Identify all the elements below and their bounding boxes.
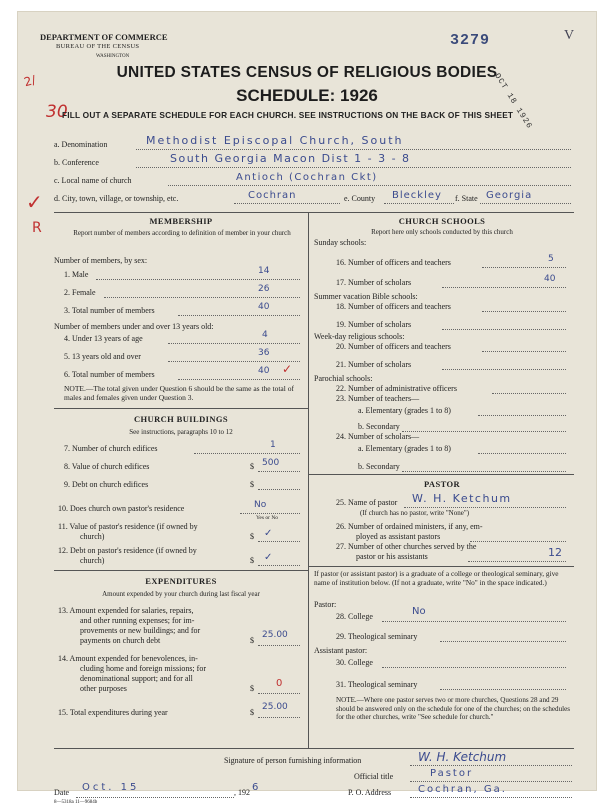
q16-value: 5 [548, 254, 554, 264]
conference-value: South Georgia Macon Dist 1 - 3 - 8 [170, 152, 411, 165]
q15-value: 25.00 [262, 702, 288, 712]
q30-label: 30. College [336, 658, 373, 667]
q13-label: 13. Amount expended for salaries, repairs, [58, 606, 194, 615]
city-value: Cochran [248, 190, 297, 201]
q13-label-2: and other running expenses; for im- [80, 616, 195, 625]
po-address-label: P. O. Address [348, 788, 392, 797]
q6-total-label: 6. Total number of members [64, 370, 155, 379]
year-value: 6 [252, 782, 259, 793]
q27-label-cont: pastor or his assistants [356, 552, 428, 561]
fillout-instruction: FILL OUT A SEPARATE SCHEDULE FOR EACH CHURCH. SEE INSTRUCTIONS ON THE BACK OF THIS SHEET [62, 110, 514, 120]
q28-value: No [412, 606, 426, 617]
state-label: f. State [455, 194, 478, 203]
q24a-label: a. Elementary (grades 1 to 8) [358, 444, 451, 453]
pastor-note: NOTE.—Where one pastor serves two or more churches, Questions 28 and 29 should be answered only on the schedule for one of the churches; on the schedules for the other churches, write "See schedule for church." [336, 696, 571, 722]
state-value: Georgia [486, 190, 533, 201]
po-address-value: Cochran, Ga. [418, 784, 507, 795]
q3-total-value: 40 [258, 302, 270, 312]
q29-label: 29. Theological seminary [336, 632, 418, 641]
date-label: Date [54, 788, 70, 797]
q8-value: 500 [262, 458, 280, 468]
membership-instruction: Report number of members according to definition of member in your church [73, 229, 291, 237]
q24-label: 24. Number of scholars— [336, 432, 420, 441]
q6-total-value: 40 [258, 366, 270, 376]
parochial-schools-label: Parochial schools: [314, 374, 373, 383]
q25-label: 25. Name of pastor [336, 498, 398, 507]
q24b-label: b. Secondary [358, 462, 400, 471]
hand-mark-corner: 2/ [22, 72, 38, 90]
buildings-heading: CHURCH BUILDINGS [133, 414, 228, 424]
stamp-number: 3279 [450, 32, 491, 49]
q13-label-3: provements or new buildings; and for [80, 626, 201, 635]
q4-under13-label: 4. Under 13 years of age [64, 334, 143, 343]
q16-label: 16. Number of officers and teachers [336, 258, 451, 267]
assistant-pastor-label: Assistant pastor: [314, 646, 368, 655]
q11-mark: ✓ [264, 528, 273, 539]
q5-over13-label: 5. 13 years old and over [64, 352, 141, 361]
red-letter-mark: R [32, 220, 42, 236]
q25-value: W. H. Ketchum [412, 492, 512, 505]
signature-label: Signature of person furnishing information [224, 756, 362, 765]
q27-value: 12 [548, 546, 562, 559]
q26-label-cont: ployed as assistant pastors [356, 532, 441, 541]
census-schedule-sheet: DEPARTMENT OF COMMERCE BUREAU OF THE CENSUS WASHINGTON 2/ 3279 V OCT 18 1926 UNITED STATES CENSUS OF RELIGIOUS BODIES SCHEDULE: 1926 30 FILL OUT A SEPARATE SCHEDULE FOR EACH CHURCH. SEE INSTRUCTIONS ON THE BACK OF THIS SHEET a. Denomination Methodist Episcopal Church, South b. Conference South Georgia Macon Dist 1 - 3 - 8 c. Local name of church Antioch (Cochran Ckt) d. City, town, village, or township, etc. Cochran e. County Bleckley f. State Georgia ✓ R MEMBERSHIP Report number of members according to definition of member in your church Number of members, by sex: 1. Male 14 2. Female 26 3. Total number of members 40 Number of members under and over 13 years old: 4. Under 13 years of age 4 5. 13 years old and over 36 6. Total number of members 40 ✓ NOTE.—The total given under Question 6 should be the same as the total of males and females given under Question 3. CHURCH BUILDINGS See instructions, paragraphs 10 to 12 7. Number of church edifices 1 8. Value of church edifices $ 500 9. Debt on church edifices $ 10. Does church own pastor's residence No Yes or No 11. Value of pastor's residence (if owned by church) $ ✓ 12. Debt on pastor's residence (if owned by church) $ ✓ EXPENDITURES Amount expended by your church during last fiscal year 13. Amount expended for salaries, repairs, and other running expenses; for im- provements or new buildings; and for payments on church debt $ 25.00 14. Amount expended for benevolences, in- cluding home and foreign missions; for denominational support; and for all other purposes $ 0 15. Total expenditures during year $ 25.00 CHURCH SCHOOLS Report here only schools conducted by this church Sunday schools: 16. Number of officers and teachers 5 17. Number of scholars 40 Summer vacation Bible schools: 18. Number of officers and teachers 19. Number of scholars Week-day religious schools: 20. Number of officers and teachers 21. Number of scholars Parochial schools: 22. Number of administrative officers 23. Number of teachers— a. Elementary (grades 1 to 8) b. Secondary 24. Number of scholars— a. Elementary (grades 1 to 8) b. Secondary PASTOR 25. Name of pastor W. H. Ketchum (If church has no pastor, write "None") 26. Number of ordained ministers, if any, em- ployed as assistant pastors 27. Number of other churches served by the pastor or his assistants 12 If pastor (or assistant pastor) is a graduate of a college or theological seminary, give name of institution below. (If not a graduate, write "No" in the space indicated.) Pastor: 28. College No 29. Theological seminary Assistant pastor: 30. College 31. Theological seminary NOTE.—Where one pastor serves two or more churches, Questions 28 and 29 should be answered only on the schedule for one of the churches; on the schedules for the other churches, write "See schedule for church." Signature of person furnishing information W. H. Ketchum Official title Pastor Date Oct. 15 , 192 6 P. O. Address Cochran, Ga. 8—5318a 11—9684b [18, 12, 596, 790]
schedule-title: SCHEDULE: 1926 [236, 86, 378, 105]
department-block [40, 32, 168, 62]
schools-heading: CHURCH SCHOOLS [398, 216, 486, 226]
q20-label: 20. Number of officers and teachers [336, 342, 451, 351]
q23-label: 23. Number of teachers— [336, 394, 420, 403]
denomination-value: Methodist Episcopal Church, South [146, 134, 404, 147]
graduate-note: If pastor (or assistant pastor) is a graduate of a college or theological seminary, give name of institution below. (If not a graduate, write "No" in the space indicated.) [314, 569, 559, 587]
q14-label-4: other purposes [80, 684, 127, 693]
red-check-mark: ✓ [26, 190, 43, 214]
members-by-sex-label: Number of members, by sex: [54, 256, 148, 265]
pastor-label: Pastor: [314, 600, 337, 609]
q14-label-3: denominational support; and for all [80, 674, 193, 683]
expenditures-instruction: Amount expended by your church during last fiscal year [102, 590, 260, 598]
q14-value: 0 [276, 678, 283, 689]
signature-value: W. H. Ketchum [418, 750, 507, 764]
q8-label: 8. Value of church edifices [64, 462, 150, 471]
q12-label-cont: church) [80, 556, 105, 565]
yes-no-hint: Yes or No [256, 515, 279, 521]
q12-label: 12. Debt on pastor's residence (if owned by [58, 546, 197, 555]
q10-value: No [254, 500, 267, 510]
q27-label: 27. Number of other churches served by the [336, 542, 477, 551]
county-label: e. County [344, 194, 376, 203]
q23a-label: a. Elementary (grades 1 to 8) [358, 406, 451, 415]
q13-label-4: payments on church debt [80, 636, 161, 645]
q15-label: 15. Total expenditures during year [58, 708, 168, 717]
summer-schools-label: Summer vacation Bible schools: [314, 292, 418, 301]
q22-label: 22. Number of administrative officers [336, 384, 457, 393]
q14-label-2: cluding home and foreign missions; for [80, 664, 206, 673]
expenditures-heading: EXPENDITURES [145, 576, 217, 586]
q6-red-check: ✓ [282, 362, 293, 376]
q10-label: 10. Does church own pastor's residence [58, 504, 185, 513]
bureau-name: BUREAU OF THE CENSUS [56, 43, 140, 50]
buildings-instruction: See instructions, paragraphs 10 to 12 [129, 428, 233, 436]
q23b-label: b. Secondary [358, 422, 400, 431]
official-title-value: Pastor [430, 768, 474, 779]
q17-label: 17. Number of scholars [336, 278, 412, 287]
date-value: Oct. 15 [82, 782, 140, 793]
denomination-label: a. Denomination [54, 140, 108, 149]
q4-under13-value: 4 [262, 330, 268, 340]
q28-label: 28. College [336, 612, 373, 621]
q19-label: 19. Number of scholars [336, 320, 412, 329]
schools-instruction: Report here only schools conducted by this church [371, 228, 513, 236]
q9-label: 9. Debt on church edifices [64, 480, 149, 489]
q18-label: 18. Number of officers and teachers [336, 302, 451, 311]
q3-total-label: 3. Total number of members [64, 306, 155, 315]
conference-label: b. Conference [54, 158, 99, 167]
pastor-heading: PASTOR [423, 479, 461, 489]
q14-label: 14. Amount expended for benevolences, in- [58, 654, 198, 663]
official-title-label: Official title [354, 772, 394, 781]
q26-label: 26. Number of ordained ministers, if any, em- [336, 522, 483, 531]
check-mark: V [564, 28, 575, 43]
q5-over13-value: 36 [258, 348, 270, 358]
q17-value: 40 [544, 274, 556, 284]
city-label: d. City, town, village, or township, etc. [54, 194, 179, 203]
received-date-stamp: OCT 18 1926 [492, 72, 534, 131]
weekday-schools-label: Week-day religious schools: [314, 332, 405, 341]
membership-heading: MEMBERSHIP [149, 216, 213, 226]
sunday-schools-label: Sunday schools: [314, 238, 367, 247]
q11-label: 11. Value of pastor's residence (if owned by [58, 522, 198, 531]
hand-mark-left: 30 [46, 102, 68, 122]
q25-note: (If church has no pastor, write "None") [360, 509, 470, 517]
members-by-age-label: Number of members under and over 13 years old: [54, 322, 214, 331]
department-name: DEPARTMENT OF COMMERCE [40, 32, 168, 42]
q7-label: 7. Number of church edifices [64, 444, 158, 453]
q2-female-label: 2. Female [64, 288, 96, 297]
county-value: Bleckley [392, 190, 442, 201]
q13-value: 25.00 [262, 630, 288, 640]
local-name-label: c. Local name of church [54, 176, 132, 185]
q11-label-cont: church) [80, 532, 105, 541]
form-number: 8—5318a 11—9684b [54, 800, 98, 805]
form-title: UNITED STATES CENSUS OF RELIGIOUS BODIES [116, 64, 498, 81]
year-label: , 192 [234, 788, 250, 797]
q21-label: 21. Number of scholars [336, 360, 412, 369]
q2-female-value: 26 [258, 284, 270, 294]
q1-male-value: 14 [258, 266, 270, 276]
membership-note: NOTE.—The total given under Question 6 should be the same as the total of males and females given under Question 3. [64, 384, 294, 402]
city-name: WASHINGTON [96, 54, 130, 59]
q31-label: 31. Theological seminary [336, 680, 418, 689]
q7-value: 1 [270, 440, 276, 450]
local-name-value: Antioch (Cochran Ckt) [236, 172, 378, 183]
q12-mark: ✓ [264, 552, 273, 563]
q1-male-label: 1. Male [64, 270, 89, 279]
